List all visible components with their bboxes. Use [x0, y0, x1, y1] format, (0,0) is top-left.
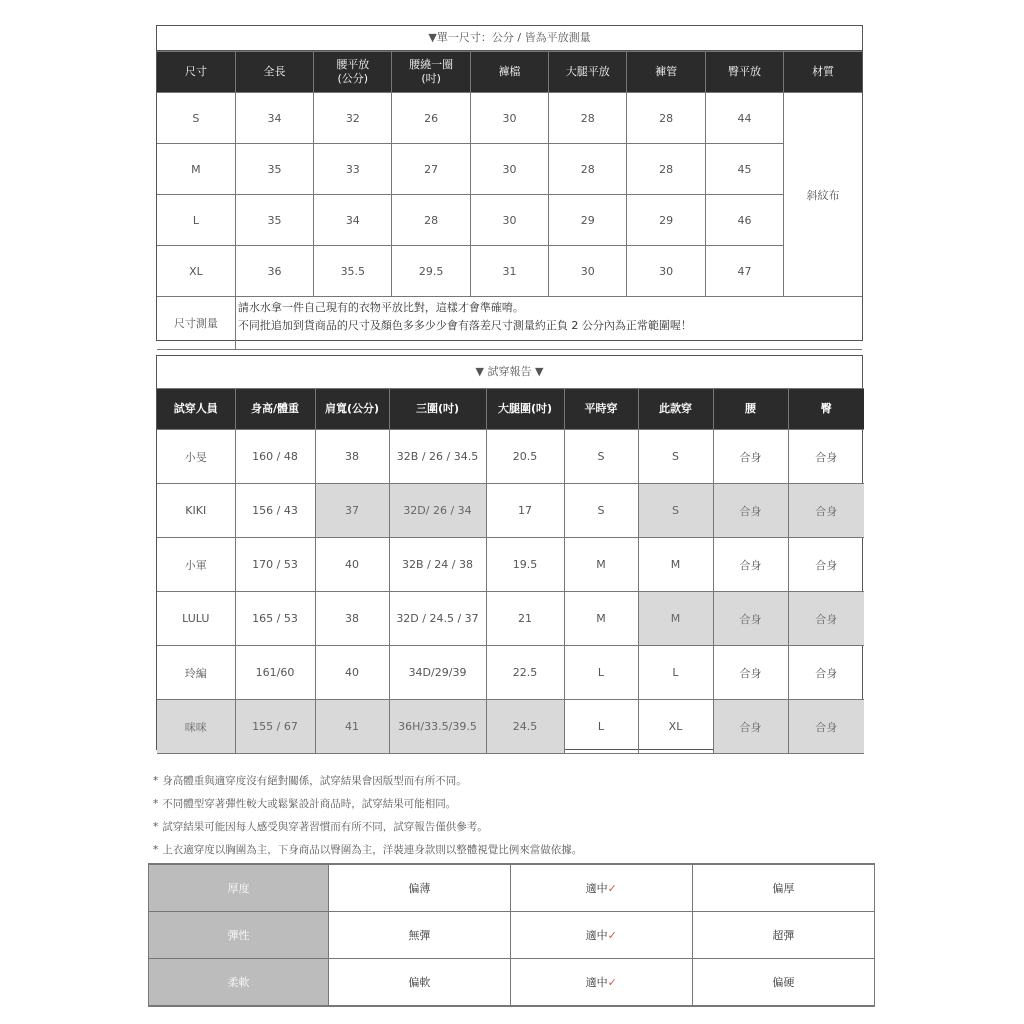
- fit-row: [157, 592, 864, 646]
- rating-option-text: 無彈: [408, 929, 431, 942]
- header-material: 材質: [784, 52, 862, 93]
- tester-name-cell: LULU: [157, 592, 235, 646]
- tester-name-cell: 小軍: [157, 538, 235, 592]
- check-icon: ✓: [607, 929, 617, 942]
- fit-cell: 22.5: [486, 646, 564, 700]
- note-item: [153, 839, 853, 862]
- rating-row: [149, 912, 874, 959]
- fabric-rating-table: [149, 864, 874, 1006]
- rating-option: [692, 959, 874, 1006]
- fit-cell: XL: [638, 700, 713, 754]
- fit-cell: 合身: [713, 538, 788, 592]
- fit-cell: 38: [315, 430, 389, 484]
- size-cell: 35: [235, 195, 313, 246]
- size-cell: 30: [549, 246, 627, 297]
- measure-note: [235, 297, 862, 350]
- size-chart-title: ▼單一尺寸：公分 / 皆為平放測量: [157, 26, 862, 51]
- check-icon: ✓: [607, 976, 617, 989]
- rating-option-text: 適中: [585, 929, 608, 942]
- note-marker: *: [153, 821, 159, 833]
- measure-note-row: [157, 297, 862, 350]
- note-item: [153, 793, 853, 816]
- rating-option: [510, 959, 692, 1006]
- size-row: [157, 195, 862, 246]
- fit-cell: M: [564, 538, 638, 592]
- size-cell: 28: [549, 144, 627, 195]
- size-cell: 35: [235, 144, 313, 195]
- fit-row: [157, 430, 864, 484]
- fit-report: [156, 355, 863, 750]
- fit-report-title: ▼ 試穿報告 ▼: [475, 365, 544, 378]
- size-cell: 28: [627, 93, 705, 144]
- size-cell: 35.5: [314, 246, 392, 297]
- fit-cell: 170 / 53: [235, 538, 315, 592]
- fit-cell: 36H/33.5/39.5: [389, 700, 486, 754]
- fit-row: [157, 484, 864, 538]
- fit-cell: S: [564, 430, 638, 484]
- fit-cell: 合身: [788, 592, 864, 646]
- fit-cell: 32D/ 26 / 34: [389, 484, 486, 538]
- size-cell: 28: [627, 144, 705, 195]
- fabric-rating: [148, 863, 875, 1007]
- fit-cell: 17: [486, 484, 564, 538]
- fit-cell: 32B / 24 / 38: [389, 538, 486, 592]
- rating-option: [692, 865, 874, 912]
- fit-cell: L: [564, 646, 638, 700]
- header-size: 尺寸: [157, 52, 235, 93]
- tester-name-cell: KIKI: [157, 484, 235, 538]
- size-cell: S: [157, 93, 235, 144]
- size-cell: M: [157, 144, 235, 195]
- fit-report-table: [157, 388, 864, 754]
- size-chart: [156, 25, 863, 341]
- fit-cell: 32D / 24.5 / 37: [389, 592, 486, 646]
- fit-cell: L: [638, 646, 713, 700]
- size-cell: 28: [549, 93, 627, 144]
- fit-header-row: [157, 389, 864, 430]
- header-leg-opening: 褲管: [627, 52, 705, 93]
- fit-cell: 165 / 53: [235, 592, 315, 646]
- fit-cell: 37: [315, 484, 389, 538]
- fit-notes: [153, 770, 853, 862]
- size-row: [157, 144, 862, 195]
- header-waist-round: [392, 52, 470, 93]
- fit-cell: 160 / 48: [235, 430, 315, 484]
- rating-label: 厚度: [149, 865, 329, 912]
- measure-label: 尺寸測量: [157, 297, 235, 350]
- fit-cell: M: [638, 592, 713, 646]
- size-cell: 30: [627, 246, 705, 297]
- rating-option: [329, 912, 511, 959]
- header-thigh-girth: 大腿圍(吋): [486, 389, 564, 430]
- size-table-header-row: [157, 52, 862, 93]
- size-cell: 29: [549, 195, 627, 246]
- size-cell: XL: [157, 246, 235, 297]
- fit-cell: 21: [486, 592, 564, 646]
- check-icon: ✓: [607, 882, 617, 895]
- tester-name-cell: 玲編: [157, 646, 235, 700]
- fit-cell: 32B / 26 / 34.5: [389, 430, 486, 484]
- rating-option: [329, 865, 511, 912]
- fit-cell: M: [638, 538, 713, 592]
- rating-option: [692, 912, 874, 959]
- rating-row: [149, 959, 874, 1006]
- header-shoulder: 肩寬(公分): [315, 389, 389, 430]
- header-waist-fit: 腰: [713, 389, 788, 430]
- size-cell: 47: [705, 246, 783, 297]
- rating-row: [149, 865, 874, 912]
- measure-note-line-2: 不同批追加到貨商品的尺寸及顏色多多少少會有落差尺寸測量約正負 2 公分內為正常範圍喔！: [237, 319, 692, 332]
- fit-cell: 40: [315, 538, 389, 592]
- fit-cell: S: [638, 484, 713, 538]
- measure-note-line-1: 請水水拿一件自己現有的衣物平放比對，這樣才會準確唷。: [237, 301, 524, 314]
- fit-row: [157, 700, 864, 754]
- note-item: [153, 816, 853, 839]
- fit-row: [157, 538, 864, 592]
- size-cell: 46: [705, 195, 783, 246]
- header-waist-round-text: 腰繞一圈 (吋): [409, 58, 454, 85]
- fit-cell: 合身: [788, 646, 864, 700]
- rating-label: 柔軟: [149, 959, 329, 1006]
- size-cell: 29: [627, 195, 705, 246]
- fit-cell: 161/60: [235, 646, 315, 700]
- fit-cell: 合身: [713, 700, 788, 754]
- fit-cell: 40: [315, 646, 389, 700]
- rating-option-text: 偏薄: [408, 882, 431, 895]
- fit-cell: 合身: [713, 430, 788, 484]
- header-this-size: 此款穿: [638, 389, 713, 430]
- fit-cell: L: [564, 700, 638, 754]
- header-hip-fit: 臀: [788, 389, 864, 430]
- fit-cell: 合身: [788, 484, 864, 538]
- note-text: 不同體型穿著彈性較大或鬆緊設計商品時，試穿結果可能相同。: [162, 798, 457, 810]
- fit-cell: 156 / 43: [235, 484, 315, 538]
- size-cell: 26: [392, 93, 470, 144]
- header-height-weight: 身高/體重: [235, 389, 315, 430]
- rating-option-text: 適中: [585, 976, 608, 989]
- rating-option: [329, 959, 511, 1006]
- rating-option-text: 超彈: [772, 929, 795, 942]
- fit-cell: 41: [315, 700, 389, 754]
- header-rise: 褲檔: [470, 52, 548, 93]
- size-cell: 36: [235, 246, 313, 297]
- header-thigh: 大腿平放: [549, 52, 627, 93]
- rating-option: [510, 865, 692, 912]
- fit-cell: 合身: [788, 538, 864, 592]
- fit-cell: 合身: [713, 592, 788, 646]
- fit-cell: 38: [315, 592, 389, 646]
- rating-option-text: 偏厚: [772, 882, 795, 895]
- fit-cell: S: [564, 484, 638, 538]
- fit-cell: 20.5: [486, 430, 564, 484]
- size-cell: 34: [314, 195, 392, 246]
- size-cell: 44: [705, 93, 783, 144]
- fit-cell: S: [638, 430, 713, 484]
- fit-cell: 合身: [713, 484, 788, 538]
- size-row: [157, 246, 862, 297]
- note-text: 上衣適穿度以胸圍為主，下身商品以臀圍為主，洋裝連身款則以整體視覺比例來當做依據。: [162, 844, 583, 856]
- fit-cell: 合身: [788, 700, 864, 754]
- note-marker: *: [153, 775, 159, 787]
- note-item: [153, 770, 853, 793]
- header-length: 全長: [235, 52, 313, 93]
- note-marker: *: [153, 798, 159, 810]
- note-marker: *: [153, 844, 159, 856]
- fit-cell: 合身: [788, 430, 864, 484]
- header-usual-size: 平時穿: [564, 389, 638, 430]
- rating-option-text: 偏硬: [772, 976, 795, 989]
- note-text: 身高體重與適穿度沒有絕對關係，試穿結果會因版型而有所不同。: [162, 775, 467, 787]
- size-cell: L: [157, 195, 235, 246]
- size-cell: 34: [235, 93, 313, 144]
- tester-name-cell: 小旻: [157, 430, 235, 484]
- size-cell: 45: [705, 144, 783, 195]
- rating-option: [510, 912, 692, 959]
- rating-option-text: 適中: [585, 882, 608, 895]
- header-waist-flat: [314, 52, 392, 93]
- material-cell: 斜紋布: [784, 93, 862, 297]
- header-waist-flat-text: 腰平放 (公分): [336, 58, 370, 85]
- fit-cell: 24.5: [486, 700, 564, 754]
- size-cell: 32: [314, 93, 392, 144]
- size-cell: 30: [470, 195, 548, 246]
- size-cell: 30: [470, 144, 548, 195]
- size-row: [157, 93, 862, 144]
- size-cell: 30: [470, 93, 548, 144]
- header-tester: 試穿人員: [157, 389, 235, 430]
- size-cell: 27: [392, 144, 470, 195]
- fit-cell: 155 / 67: [235, 700, 315, 754]
- note-text: 試穿結果可能因每人感受與穿著習慣而有所不同，試穿報告僅供參考。: [162, 821, 488, 833]
- fit-cell: 34D/29/39: [389, 646, 486, 700]
- rating-label: 彈性: [149, 912, 329, 959]
- fit-row: [157, 646, 864, 700]
- size-cell: 31: [470, 246, 548, 297]
- size-cell: 28: [392, 195, 470, 246]
- fit-cell: 19.5: [486, 538, 564, 592]
- fit-cell: M: [564, 592, 638, 646]
- fit-cell: 合身: [713, 646, 788, 700]
- rating-option-text: 偏軟: [408, 976, 431, 989]
- header-measurements: 三圍(吋): [389, 389, 486, 430]
- size-cell: 33: [314, 144, 392, 195]
- header-hip: 臀平放: [705, 52, 783, 93]
- size-table: [157, 51, 862, 350]
- size-cell: 29.5: [392, 246, 470, 297]
- tester-name-cell: 咪咪: [157, 700, 235, 754]
